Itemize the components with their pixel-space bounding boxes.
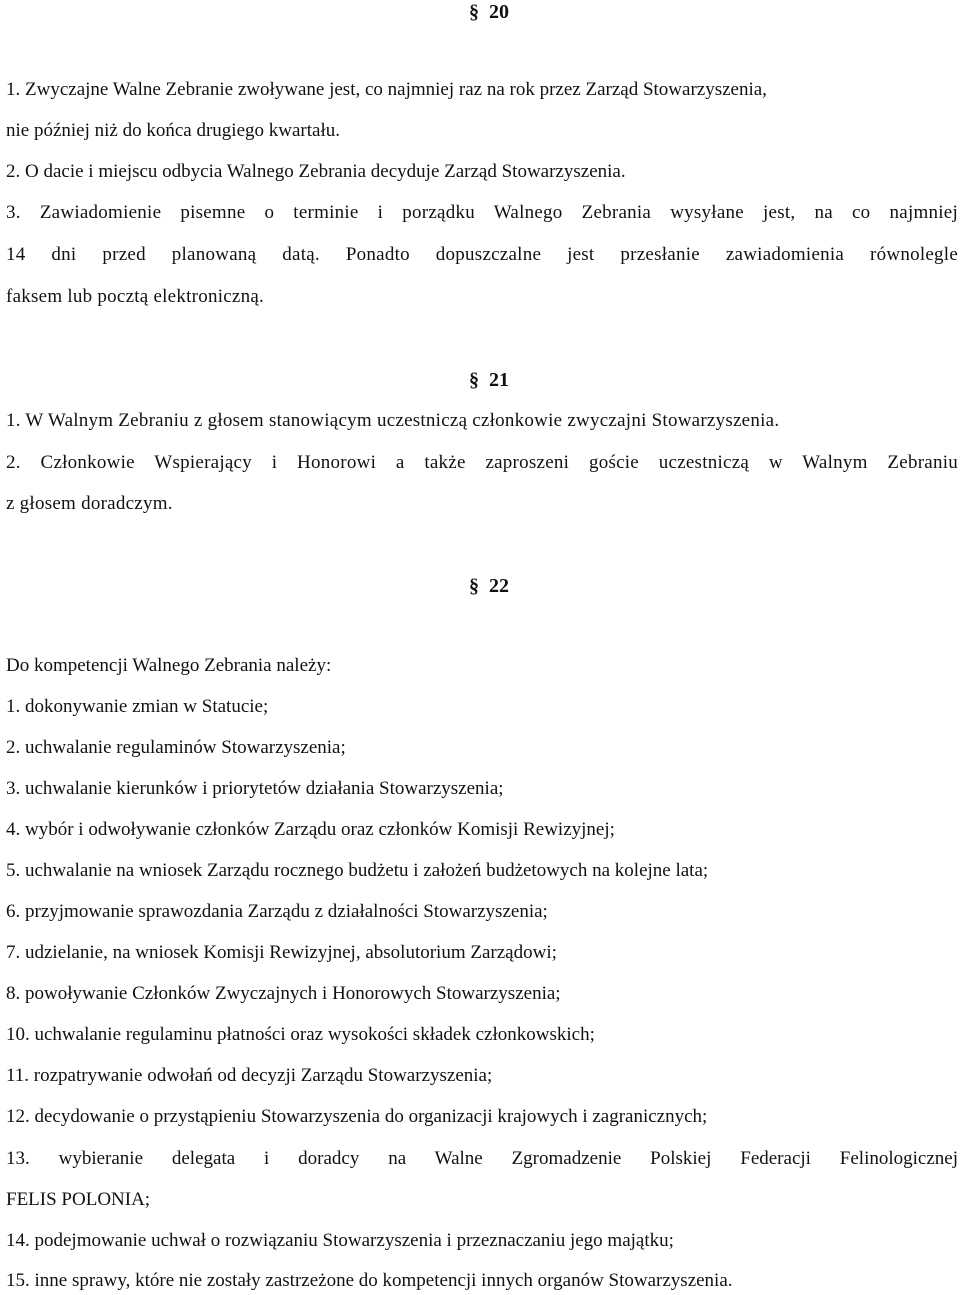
section-20-line-1: 1. Zwyczajne Walne Zebranie zwoływane jest, co najmniej raz na rok przez Zarząd Stowarzyszenia, (6, 79, 767, 100)
list-item: 14. podejmowanie uchwał o rozwiązaniu Stowarzyszenia i przeznaczaniu jego majątku; (6, 1230, 674, 1251)
list-item: 15. inne sprawy, które nie zostały zastrzeżone do kompetencji innych organów Stowarzyszenia. (6, 1270, 733, 1291)
list-item: 8. powoływanie Członków Zwyczajnych i Honorowych Stowarzyszenia; (6, 983, 561, 1004)
list-item: 12. decydowanie o przystąpieniu Stowarzyszenia do organizacji krajowych i zagranicznych; (6, 1106, 708, 1127)
list-item: 3. uchwalanie kierunków i priorytetów działania Stowarzyszenia; (6, 778, 504, 799)
paragraph-sign: § (469, 1, 479, 23)
section-22-intro: Do kompetencji Walnego Zebrania należy: (6, 655, 332, 676)
list-item: 11. rozpatrywanie odwołań od decyzji Zarządu Stowarzyszenia; (6, 1065, 493, 1086)
list-item: 1. dokonywanie zmian w Statucie; (6, 696, 269, 717)
list-item: FELIS POLONIA; (6, 1189, 151, 1210)
list-item: 2. uchwalanie regulaminów Stowarzyszenia; (6, 737, 346, 758)
list-item: 13. wybieranie delegata i doradcy na Walne Zgromadzenie Polskiej Federacji Felinologicznej (6, 1148, 958, 1169)
list-item: 7. udzielanie, na wniosek Komisji Rewizyjnej, absolutorium Zarządowi; (6, 942, 557, 963)
list-item: 10. uchwalanie regulaminu płatności oraz wysokości składek członkowskich; (6, 1024, 595, 1045)
section-number: 20 (489, 1, 509, 23)
section-20-line-2: nie później niż do końca drugiego kwartału. (6, 120, 340, 141)
section-heading-21 (0, 368, 960, 392)
section-heading-22 (0, 574, 960, 598)
section-number: 22 (489, 575, 509, 597)
paragraph-sign: § (469, 369, 479, 391)
list-item: 4. wybór i odwoływanie członków Zarządu oraz członków Komisji Rewizyjnej; (6, 819, 615, 840)
section-number: 21 (489, 369, 509, 391)
list-item: 6. przyjmowanie sprawozdania Zarządu z działalności Stowarzyszenia; (6, 901, 548, 922)
section-heading-20 (0, 0, 960, 24)
section-21-line-1: 1. W Walnym Zebraniu z głosem stanowiącym uczestniczą członkowie zwyczajni Stowarzyszenia. (6, 410, 780, 431)
section-20-line-6: faksem lub pocztą elektroniczną. (6, 286, 265, 307)
paragraph-sign: § (469, 575, 479, 597)
section-20-line-5: 14 dni przed planowaną datą. Ponadto dopuszczalne jest przesłanie zawiadomienia równolegle (6, 244, 958, 265)
list-item: 5. uchwalanie na wniosek Zarządu rocznego budżetu i założeń budżetowych na kolejne lata; (6, 860, 709, 881)
section-20-line-3: 2. O dacie i miejscu odbycia Walnego Zebrania decyduje Zarząd Stowarzyszenia. (6, 161, 626, 182)
section-20-line-4: 3. Zawiadomienie pisemne o terminie i porządku Walnego Zebrania wysyłane jest, na co najmniej (6, 202, 958, 223)
section-21-line-3: z głosem doradczym. (6, 493, 173, 514)
section-21-line-2: 2. Członkowie Wspierający i Honorowi a także zaproszeni goście uczestniczą w Walnym Zebraniu (6, 452, 958, 473)
